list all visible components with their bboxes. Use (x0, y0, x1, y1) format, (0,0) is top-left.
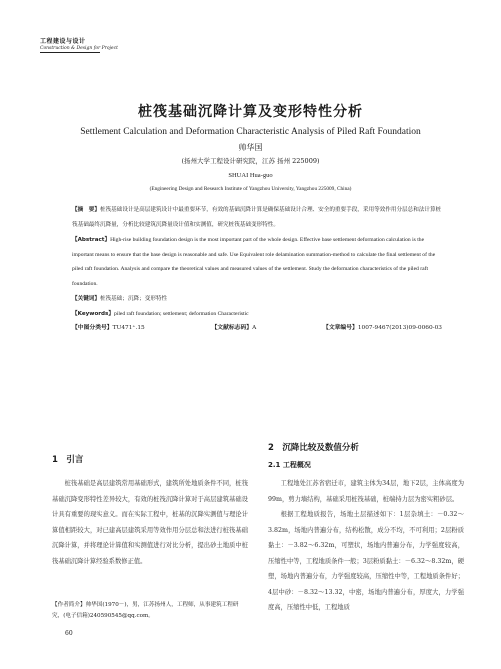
document-code: 【文献标志码】A (211, 325, 257, 331)
author-name-cn: 帅华国 (238, 143, 263, 152)
abstract-cn (72, 203, 442, 232)
keywords-cn-text: 桩筏基础；沉降；变形特性 (99, 296, 168, 302)
keywords-en-text: piled raft foundation; settlement; deformation Characteristic (113, 311, 249, 317)
keywords-cn (72, 292, 167, 307)
abstract-en-text: High-rise building foundation design is the most important part of the whole design. Effective base settlement deformation calculation is the important means to ensure that the base design is reasonable and safe. Use Equivalent role delamination summation-method to calculate the final settlement of the piled raft foundation. Analysis and compare the theoretical values and measured values of the settlement. Study the deformation characteristics of the piled raft foundation. (72, 237, 436, 287)
header-rule (40, 52, 100, 53)
section-1-paragraph: 桩筏基础是高层建筑常用基础形式，建筑所处地质条件不同，桩筏基础沉降变形特性差异较大，有效的桩筏沉降计算对于高层建筑基础设计具有重要的现实意义。而在实际工程中，桩基的沉降实测值与理论计算值相距较大，对已建高层建筑采用等效作用分层总和法进行桩筏基础沉降计算，并将理论计算值和实测值进行对比分析，提出砂土地质中桩筏基础沉降计算经验系数修正值。 (52, 480, 248, 565)
article-id: 【文章编号】1007-9467(2013)09-0060-03 (323, 325, 442, 331)
section-1-body (52, 476, 248, 569)
section-1-heading: 1 引言 (52, 455, 84, 465)
section-2-1-paragraph-2: 根据工程地质报告，场地土层描述如下：1层杂填土：－0.32～3.82m，场地内普遍分布，结构松散，成分不均，不可利用；2层粉质黏土：－3.82～6.32m，可塑状，场地内普遍分布，力学强度较高，压缩性中等，工程地质条件一般；3层粉质黏土：－6.32～8.32m，硬塑，场地内普遍分布，力学强度较高，压缩性中等，工程地质条件好；4层中砂：－8.32～13.32，中密，场地内普遍分布，厚度大，力学强度高，压缩性中低，工程地质 (268, 511, 464, 611)
clc-code: 【中图分类号】TU471⁺.15 (72, 325, 145, 331)
section-2-1-paragraph-1: 工程地处江苏省宿迁市，建筑主体为34层，地下2层，主体高度为99m，剪力墙结构，基础采用桩筏基础，桩端持力层为密实粗砂层。 (268, 480, 464, 503)
abstract-en (72, 233, 442, 291)
page-number: 60 (65, 630, 73, 637)
author-bio: 【作者简介】帅华国(1970－)，男，江苏扬州人，工程师，从事建筑工程研究，(电子信箱)240590545@qq.com。 (52, 602, 239, 619)
author-name-en: SHUAI Hua-guo (228, 172, 273, 179)
affiliation-cn: (扬州大学工程设计研究院，江苏 扬州 225009) (181, 157, 320, 165)
classification-row (72, 322, 442, 331)
section-2-1-heading: 2.1 工程概况 (268, 461, 311, 469)
abstract-cn-label: 【摘 要】 (72, 207, 100, 213)
keywords-en (72, 307, 249, 322)
article-title-en: Settlement Calculation and Deformation Characteristic Analysis of Piled Raft Foundation (80, 127, 421, 137)
section-2-1-body (268, 476, 464, 616)
keywords-cn-label: 【关键词】 (72, 296, 100, 302)
affiliation-en: (Engineering Design and Research Institute of Yangzhou University, Yangzhou 225009, China) (149, 186, 352, 192)
article-title-cn: 桩筏基础沉降计算及变形特性分析 (138, 104, 363, 120)
keywords-en-label: 【Keywords】 (72, 311, 114, 317)
journal-header (40, 36, 118, 51)
journal-name-cn: 工程建设与设计 (40, 38, 86, 45)
abstract-en-label: 【Abstract】 (72, 237, 111, 243)
abstract-cn-text: 桩筏基础设计是高层建筑设计中最重要环节，有效的基础沉降计算是确保基础设计合理、安全的重要手段，采用等效作用分层总和法计算桩筏基础最终沉降量，分析比较建筑沉降量设计值和实测值，研究桩筏基础变形特性。 (72, 207, 442, 228)
journal-name-en: Construction & Design for Project (40, 46, 118, 51)
section-2-heading: 2 沉降比较及数值分析 (268, 443, 359, 453)
